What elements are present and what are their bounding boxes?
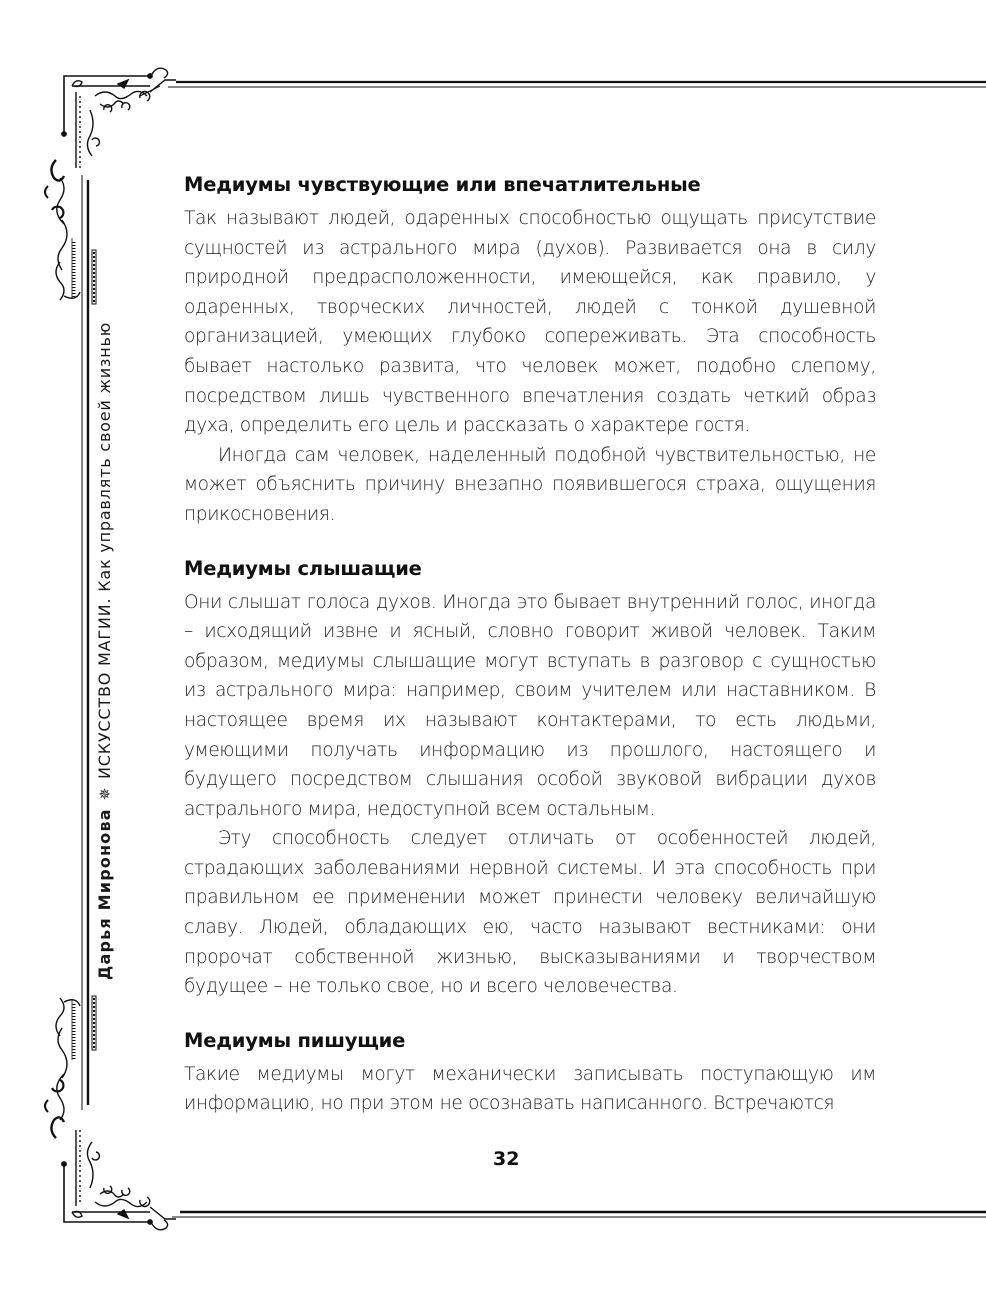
paragraph: Эту способность следует отличать от особенностей людей, страдающих заболеваниями нервной системы. И эта способность при правильном ее применении может принести человеку величайшую славу. Людей, обладающих ею, часто называют вестниками: они пророчат собственной жизнью, высказываниями и творчеством будущее – не только свое, но и всего человечества. [184,828,876,998]
section-spacer [184,530,876,554]
section-heading: Медиумы пишущие [184,1028,406,1052]
paragraph: Они слышат голоса духов. Иногда это бывает внутренний голос, иногда – исходящий извне и ясный, словно говорит живой человек. Таким образом, медиумы слышащие могут вступать в разговор с сущностью из астрального мира: например, своим учителем или наставником. В настоящее время их называют контактерами, то есть людьми, умеющими получать информацию из прошлого, настоящего и будущего посредством слышания особой звуковой вибрации духов астрального мира, недоступной всем остальным. [184,591,876,820]
book-title: ИСКУССТВО МАГИИ. Как управлять своей жизнью [95,322,114,780]
paragraph: Такие медиумы могут механически записывать поступающую им информацию, но при этом не осознавать написанного. Встречаются [184,1063,876,1115]
bottom-border-lines [150,1207,986,1219]
author-name: Дарья Миронова [95,808,114,980]
paragraph: Так называют людей, одаренных способностью ощущать присутствие сущностей из астрального мира (духов). Развивается она в силу природной предрасположенности, имеющейся, как правило, у одаренных, творческих личностей, людей с тонкой душевной организацией, умеющих глубоко сопереживать. Эта способность бывает настолько развита, что человек может, подобно слепому, посредством лишь чувственного впечатления создать четкий образ духа, определить его цель и рассказать о характере гостя. [184,208,876,437]
page-number: 32 [493,1148,520,1170]
section-spacer [184,1002,876,1026]
page-content [184,170,876,1119]
bottom-left-corner-ornament [45,996,168,1230]
paragraph: Иногда сам человек, наделенный подобной чувствительностью, не может объяснить причину внезапно появившегося страха, ощущения прикосновения. [184,444,876,525]
section-sensing-mediums [184,170,876,530]
section-heading: Медиумы слышащие [184,556,422,580]
star-ornament-icon: ✵ [96,787,114,801]
spine-text [95,322,115,980]
section-heading: Медиумы чувствующие или впечатлительные [184,173,701,196]
left-border-lines [82,175,88,1110]
top-border-lines [140,80,986,96]
section-hearing-mediums [184,554,876,1002]
top-left-corner-ornament [45,68,168,304]
section-writing-mediums [184,1026,876,1119]
